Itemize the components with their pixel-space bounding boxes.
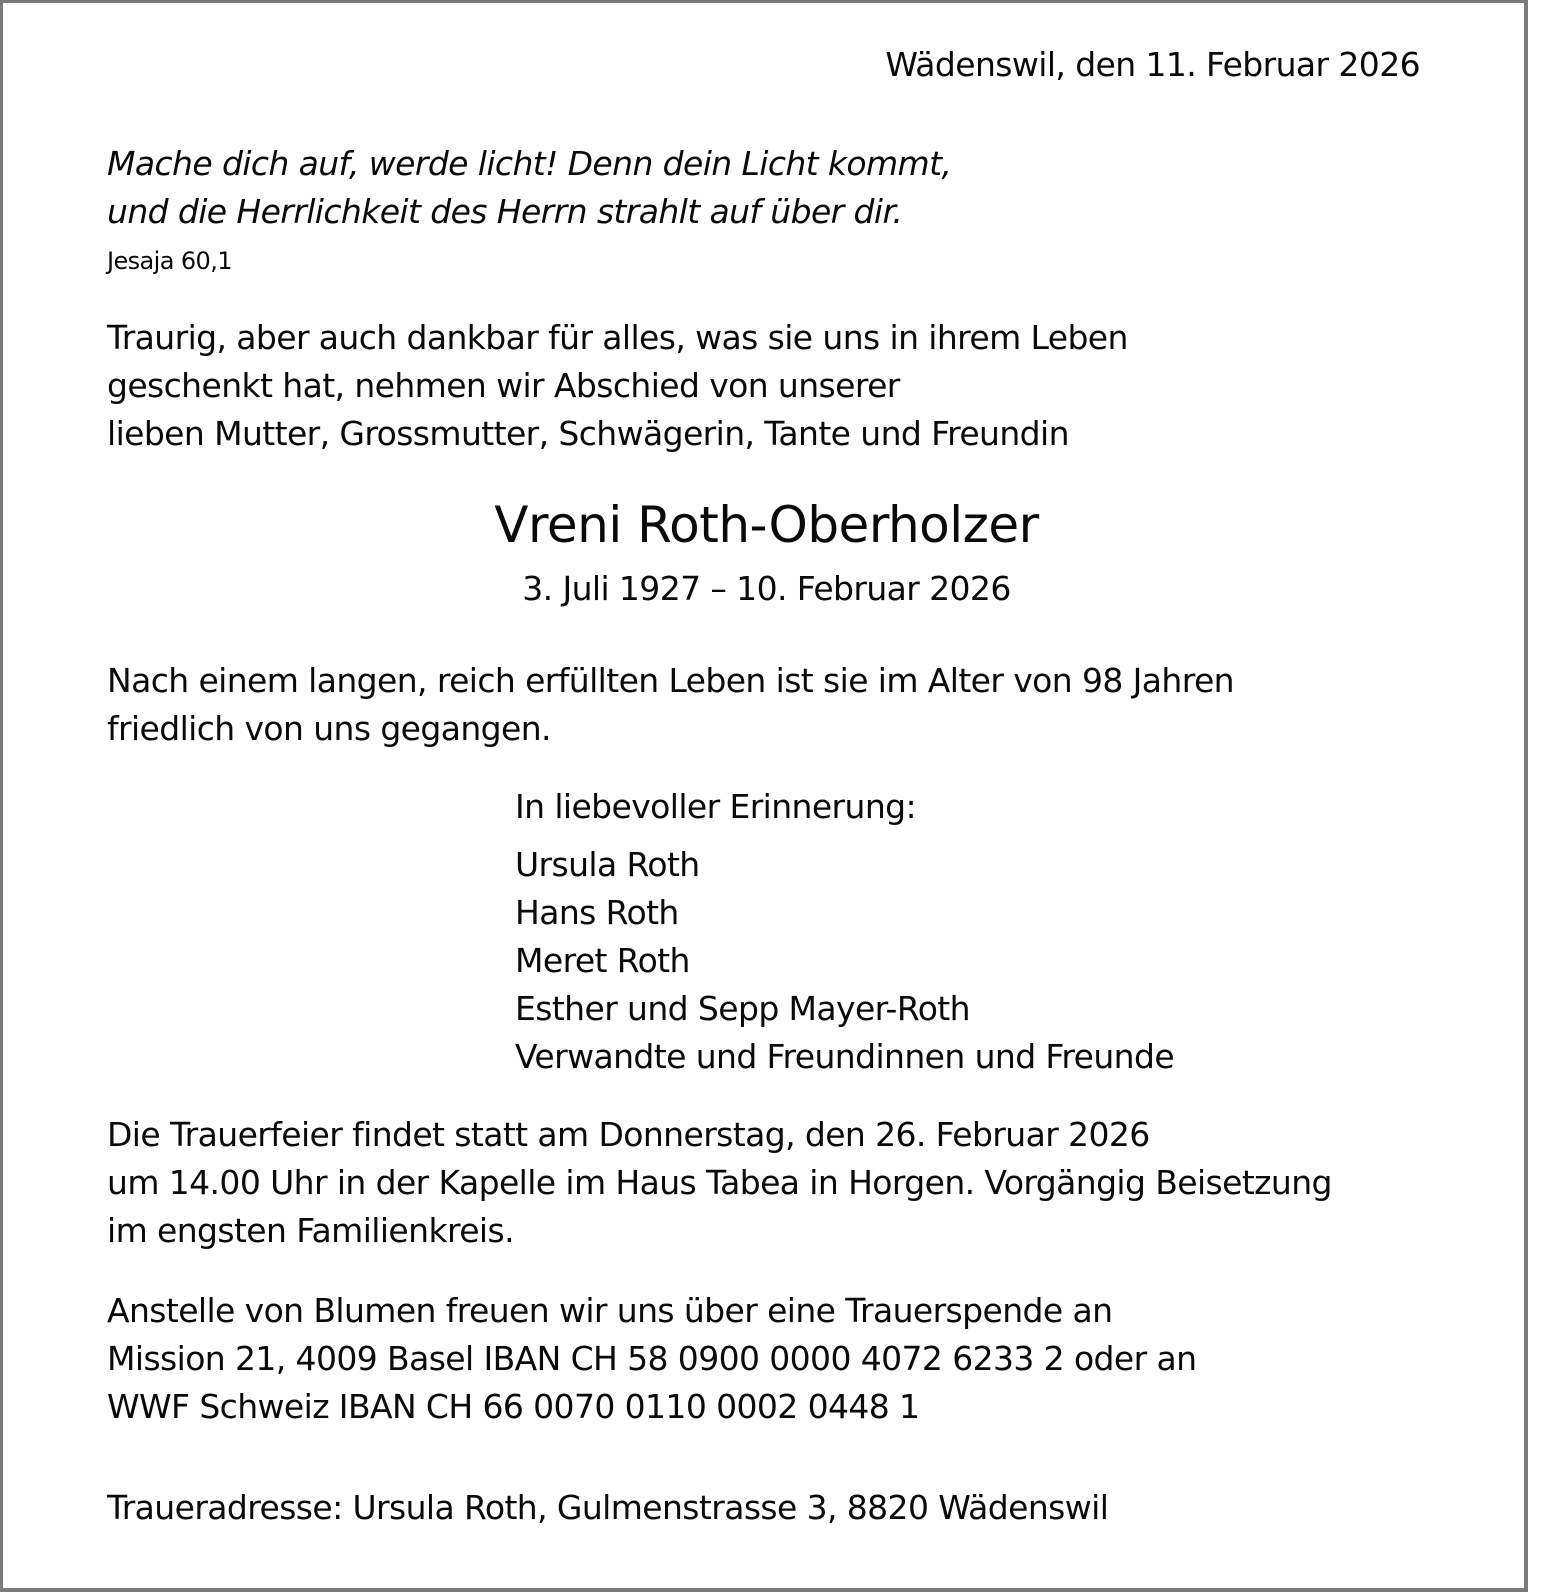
verse-line: Mache dich auf, werde licht! Denn dein Licht kommt, [107,144,952,183]
intro-line: lieben Mutter, Grossmutter, Schwägerin, Tante und Freundin [107,414,1069,453]
service-line: Die Trauerfeier findet statt am Donnerstag, den 26. Februar 2026 [107,1115,1150,1154]
mourner: Esther und Sepp Mayer-Roth [515,989,970,1028]
mourner: Meret Roth [515,941,690,980]
mourner: Verwandte und Freundinnen und Freunde [515,1037,1175,1076]
place-date: Wädenswil, den 11. Februar 2026 [885,45,1420,84]
mourner: Ursula Roth [515,845,700,884]
service-line: im engsten Familienkreis. [107,1211,514,1250]
verse-reference: Jesaja 60,1 [107,247,232,275]
service-info [107,1111,1332,1255]
intro-line: Traurig, aber auch dankbar für alles, was sie uns in ihrem Leben [107,318,1128,357]
mourner: Hans Roth [515,893,679,932]
mourning-address: Traueradresse: Ursula Roth, Gulmenstrasse 3, 8820 Wädenswil [107,1488,1109,1527]
service-line: um 14.00 Uhr in der Kapelle im Haus Tabea in Horgen. Vorgängig Beisetzung [107,1163,1332,1202]
bible-verse [107,140,951,236]
deceased-name: Vreni Roth-Oberholzer [494,496,1039,554]
life-line: friedlich von uns gegangen. [107,709,551,748]
donation-line: WWF Schweiz IBAN CH 66 0070 0110 0002 0448 1 [107,1387,920,1426]
life-line: Nach einem langen, reich erfüllten Leben ist sie im Alter von 98 Jahren [107,661,1234,700]
verse-line: und die Herrlichkeit des Herrn strahlt auf über dir. [107,192,903,231]
donation-info [107,1287,1196,1431]
donation-line: Anstelle von Blumen freuen wir uns über eine Trauerspende an [107,1291,1113,1330]
life-text [107,657,1234,753]
donation-line: Mission 21, 4009 Basel IBAN CH 58 0900 0000 4072 6233 2 oder an [107,1339,1197,1378]
mourners-list [515,841,1174,1081]
memory-heading: In liebevoller Erinnerung: [515,787,917,826]
intro-text [107,314,1128,458]
intro-line: geschenkt hat, nehmen wir Abschied von unserer [107,366,900,405]
life-dates: 3. Juli 1927 – 10. Februar 2026 [522,569,1011,608]
